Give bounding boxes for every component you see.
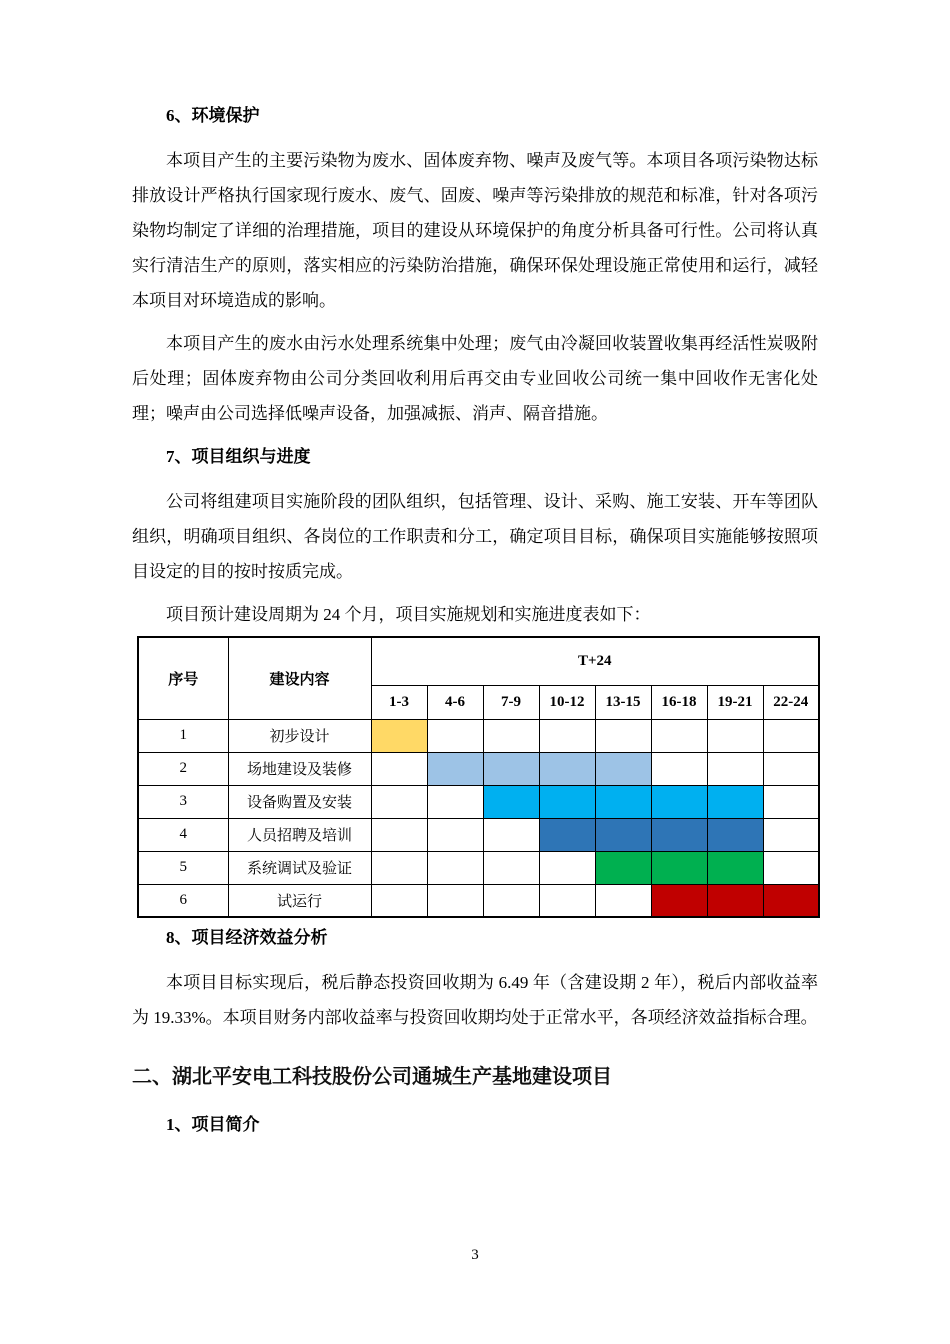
- gantt-cell-empty: [427, 719, 483, 752]
- gantt-cell-filled: [539, 818, 595, 851]
- page-number: 3: [471, 1247, 479, 1263]
- section-heading-organization: 7、项目组织与进度: [166, 447, 311, 466]
- gantt-cell-empty: [763, 719, 819, 752]
- gantt-cell-filled: [707, 818, 763, 851]
- gantt-cell-filled: [707, 884, 763, 917]
- gantt-cell-empty: [371, 851, 427, 884]
- period-header-cell: 10-12: [539, 685, 595, 719]
- row-construction-content: 试运行: [228, 884, 371, 917]
- row-construction-content: 系统调试及验证: [228, 851, 371, 884]
- row-construction-content: 初步设计: [228, 719, 371, 752]
- period-header-cell: 4-6: [427, 685, 483, 719]
- row-seq-number: 6: [138, 884, 228, 917]
- table-header-row-top: [138, 637, 819, 685]
- row-construction-content: 设备购置及安装: [228, 785, 371, 818]
- gantt-cell-filled: [651, 851, 707, 884]
- gantt-cell-empty: [427, 884, 483, 917]
- schedule-table: [137, 636, 820, 918]
- table-row: [138, 884, 819, 917]
- gantt-cell-filled: [763, 884, 819, 917]
- gantt-cell-empty: [763, 785, 819, 818]
- period-header-cell: 22-24: [763, 685, 819, 719]
- gantt-cell-empty: [483, 818, 539, 851]
- gantt-cell-empty: [539, 851, 595, 884]
- gantt-cell-empty: [595, 884, 651, 917]
- row-construction-content: 人员招聘及培训: [228, 818, 371, 851]
- gantt-cell-filled: [651, 785, 707, 818]
- gantt-cell-empty: [483, 851, 539, 884]
- gantt-cell-empty: [763, 851, 819, 884]
- header-t24-span: T+24: [371, 637, 819, 685]
- table-row: [138, 752, 819, 785]
- row-seq-number: 5: [138, 851, 228, 884]
- gantt-cell-empty: [651, 719, 707, 752]
- chapter-heading-project-2: 二、湖北平安电工科技股份公司通城生产基地建设项目: [132, 1066, 612, 1088]
- period-header-cell: 1-3: [371, 685, 427, 719]
- gantt-cell-filled: [595, 818, 651, 851]
- gantt-cell-filled: [483, 752, 539, 785]
- gantt-cell-empty: [371, 752, 427, 785]
- gantt-cell-filled: [707, 785, 763, 818]
- table-row: [138, 719, 819, 752]
- paragraph-schedule-intro: 项目预计建设周期为 24 个月，项目实施规划和实施进度表如下：: [166, 605, 651, 624]
- table-row: [138, 785, 819, 818]
- gantt-cell-empty: [371, 785, 427, 818]
- gantt-cell-filled: [483, 785, 539, 818]
- gantt-cell-empty: [427, 851, 483, 884]
- section-heading-environment: 6、环境保护: [166, 106, 260, 125]
- gantt-cell-empty: [763, 818, 819, 851]
- gantt-cell-empty: [539, 719, 595, 752]
- paragraph-economic-analysis: 本项目目标实现后，税后静态投资回收期为 6.49 年（含建设期 2 年），税后内部收益率为 19.33%。本项目财务内部收益率与投资回收期均处于正常水平，各项经济效益指标合理。: [132, 973, 818, 1027]
- gantt-cell-filled: [539, 785, 595, 818]
- header-construction-content: 建设内容: [228, 637, 371, 719]
- gantt-cell-empty: [483, 884, 539, 917]
- gantt-cell-empty: [651, 752, 707, 785]
- gantt-cell-filled: [427, 752, 483, 785]
- paragraph-pollution-overview: 本项目产生的主要污染物为废水、固体废弃物、噪声及废气等。本项目各项污染物达标排放设计严格执行国家现行废水、废气、固废、噪声等污染排放的规范和标准，针对各项污染物均制定了详细的治理措施，项目的建设从环境保护的角度分析具备可行性。公司将认真实行清洁生产的原则，落实相应的污染防治措施，确保环保处理设施正常使用和运行，减轻本项目对环境造成的影响。: [132, 151, 818, 310]
- gantt-cell-filled: [595, 785, 651, 818]
- table-row: [138, 818, 819, 851]
- row-seq-number: 4: [138, 818, 228, 851]
- gantt-cell-filled: [595, 752, 651, 785]
- gantt-cell-empty: [707, 752, 763, 785]
- gantt-cell-empty: [371, 818, 427, 851]
- gantt-cell-empty: [427, 818, 483, 851]
- gantt-cell-filled: [651, 884, 707, 917]
- gantt-cell-filled: [595, 851, 651, 884]
- table-row: [138, 851, 819, 884]
- paragraph-team-organization: 公司将组建项目实施阶段的团队组织，包括管理、设计、采购、施工安装、开车等团队组织，明确项目组织、各岗位的工作职责和分工，确定项目目标，确保项目实施能够按照项目设定的目的按时按质完成。: [132, 492, 818, 581]
- gantt-cell-filled: [651, 818, 707, 851]
- row-construction-content: 场地建设及装修: [228, 752, 371, 785]
- section-heading-project-intro: 1、项目简介: [166, 1115, 260, 1134]
- schedule-table-body: [138, 719, 819, 917]
- row-seq-number: 2: [138, 752, 228, 785]
- gantt-cell-filled: [707, 851, 763, 884]
- gantt-cell-empty: [763, 752, 819, 785]
- gantt-cell-filled: [539, 752, 595, 785]
- period-header-cell: 7-9: [483, 685, 539, 719]
- gantt-cell-empty: [707, 719, 763, 752]
- section-heading-economics: 8、项目经济效益分析: [166, 928, 328, 947]
- gantt-cell-empty: [483, 719, 539, 752]
- gantt-cell-empty: [595, 719, 651, 752]
- gantt-cell-filled: [371, 719, 427, 752]
- period-header-cell: 19-21: [707, 685, 763, 719]
- paragraph-pollution-treatment: 本项目产生的废水由污水处理系统集中处理；废气由冷凝回收装置收集再经活性炭吸附后处理；固体废弃物由公司分类回收利用后再交由专业回收公司统一集中回收作无害化处理；噪声由公司选择低噪声设备，加强减振、消声、隔音措施。: [132, 334, 818, 423]
- row-seq-number: 1: [138, 719, 228, 752]
- period-header-cell: 13-15: [595, 685, 651, 719]
- gantt-cell-empty: [371, 884, 427, 917]
- gantt-cell-empty: [427, 785, 483, 818]
- header-seq-number: 序号: [138, 637, 228, 719]
- row-seq-number: 3: [138, 785, 228, 818]
- period-header-cell: 16-18: [651, 685, 707, 719]
- gantt-cell-empty: [539, 884, 595, 917]
